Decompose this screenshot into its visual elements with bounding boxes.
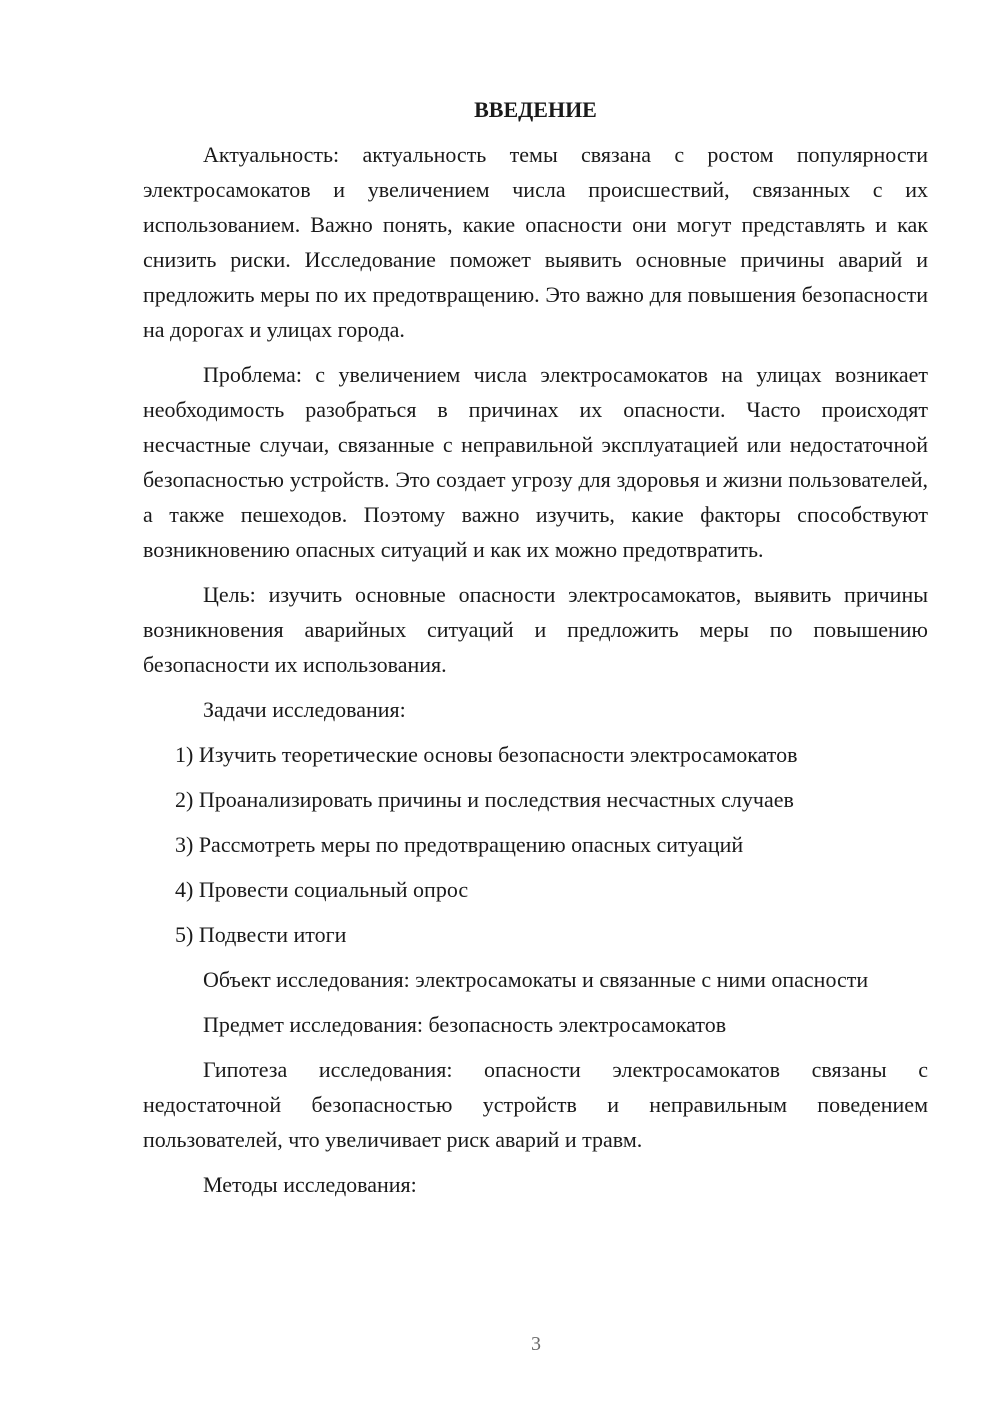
list-item: 1) Изучить теоретические основы безопасности электросамокатов <box>175 742 798 767</box>
section-title: ВВЕДЕНИЕ <box>474 97 597 122</box>
goal-paragraph: Цель: изучить основные опасности электросамокатов, выявить причины возникновения аварийных ситуаций и предложить меры по повышению безопасности их использования. <box>143 582 928 677</box>
tasks-list <box>143 737 928 952</box>
relevance-paragraph: Актуальность: актуальность темы связана с ростом популярности электросамокатов и увеличением числа происшествий, связанных с их использованием. Важно понять, какие опасности они могут представлять и как снизить риски. Исследование поможет выявить основные причины аварий и предложить меры по их предотвращению. Это важно для повышения безопасности на дорогах и улицах города. <box>143 142 928 342</box>
document-body <box>143 92 928 1212</box>
object-paragraph: Объект исследования: электросамокаты и связанные с ними опасности <box>203 967 869 992</box>
page-number: 3 <box>531 1333 541 1355</box>
list-item: 3) Рассмотреть меры по предотвращению опасных ситуаций <box>175 832 744 857</box>
tasks-heading: Задачи исследования: <box>203 697 406 722</box>
list-item: 4) Провести социальный опрос <box>175 877 469 902</box>
methods-heading: Методы исследования: <box>203 1172 417 1197</box>
list-item: 2) Проанализировать причины и последствия несчастных случаев <box>175 787 794 812</box>
list-item: 5) Подвести итоги <box>175 922 347 947</box>
hypothesis-paragraph: Гипотеза исследования: опасности электросамокатов связаны с недостаточной безопасностью устройств и неправильным поведением пользователей, что увеличивает риск аварий и травм. <box>143 1057 928 1152</box>
problem-paragraph: Проблема: с увеличением числа электросамокатов на улицах возникает необходимость разобраться в причинах их опасности. Часто происходят несчастные случаи, связанные с неправильной эксплуатацией или недостаточной безопасностью устройств. Это создает угрозу для здоровья и жизни пользователей, а также пешеходов. Поэтому важно изучить, какие факторы способствуют возникновению опасных ситуаций и как их можно предотвратить. <box>143 362 928 562</box>
subject-paragraph: Предмет исследования: безопасность электросамокатов <box>203 1012 727 1037</box>
